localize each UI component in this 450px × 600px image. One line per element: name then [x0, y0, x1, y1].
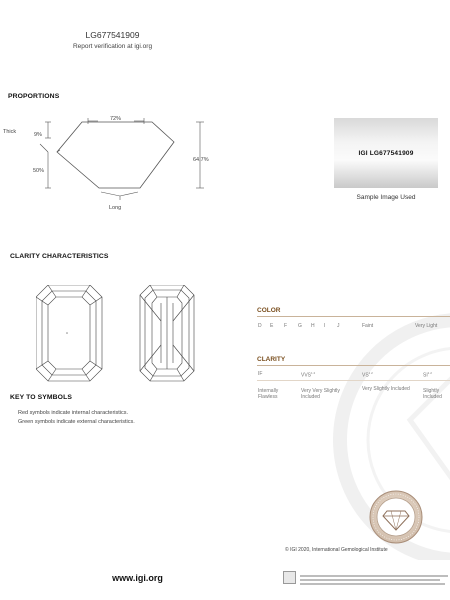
- sample-caption: Sample Image Used: [356, 194, 416, 201]
- color-grade-g: G: [298, 323, 302, 329]
- inclusion-mark: [66, 332, 68, 334]
- color-scale-title: COLOR: [257, 307, 281, 314]
- depth-percent: 64.7%: [193, 157, 209, 163]
- clarity-scale-rule: [257, 365, 450, 366]
- footer-logo-icon: [283, 571, 296, 584]
- clarity-scale-title: CLARITY: [257, 356, 286, 363]
- clarity-characteristics-title: CLARITY CHARACTERISTICS: [10, 253, 109, 260]
- red-symbols-note: Red symbols indicate internal characteristics.: [18, 410, 129, 416]
- color-grade-f: F: [284, 323, 288, 329]
- clarity-grade-si: $SI^{1 2}$: [423, 371, 432, 379]
- pavilion-view-diagram: [140, 285, 194, 381]
- proportions-diagram: [0, 108, 230, 218]
- clarity-desc-vvs: Very Very Slightly Included: [301, 388, 340, 400]
- color-grade-j: J: [337, 323, 340, 329]
- igi-inscription-icon: IGI: [358, 150, 368, 157]
- proportions-title: PROPORTIONS: [8, 93, 60, 100]
- clarity-divider: [257, 380, 450, 381]
- color-grade-i: I: [324, 323, 326, 329]
- website-link[interactable]: www.igi.org: [112, 573, 163, 583]
- igi-seal-icon: [369, 490, 423, 544]
- copyright-note: © IGI 2020, International Gemological Institute: [285, 547, 388, 553]
- clarity-plot-diagrams: [36, 285, 196, 383]
- color-grade-h: H: [311, 323, 315, 329]
- color-scale-rule: [257, 316, 450, 317]
- clarity-grade-vvs: $VVS^{1 2}$: [301, 371, 316, 379]
- clarity-grade-if: IF: [258, 371, 263, 377]
- color-grade-e: E: [270, 323, 274, 329]
- color-faint: Faint: [362, 323, 374, 329]
- crown-view-diagram: [36, 285, 102, 381]
- clarity-desc-vs: Very Slightly Included: [362, 386, 410, 392]
- table-percent: 72%: [110, 116, 122, 122]
- sample-photo: [334, 118, 438, 188]
- crown-percent: 9%: [34, 132, 42, 138]
- footer-fine-print: [300, 575, 450, 587]
- key-to-symbols-title: KEY TO SYMBOLS: [10, 394, 72, 401]
- report-verification: Report verification at igi.org: [72, 43, 153, 50]
- report-number: LG677541909: [85, 30, 140, 40]
- clarity-desc-if: Internally Flawless: [258, 388, 279, 400]
- color-very-light: Very Light: [415, 323, 438, 329]
- laser-inscription: IGI LG677541909: [358, 150, 414, 157]
- culet-label: Long: [109, 205, 122, 211]
- color-grade-d: D: [258, 323, 262, 329]
- clarity-desc-si: Slightly Included: [423, 388, 442, 400]
- green-symbols-note: Green symbols indicate external characteristics.: [18, 419, 135, 425]
- clarity-grade-vs: $VS^{1 2}$: [362, 371, 373, 379]
- pavilion-percent: 50%: [33, 168, 45, 174]
- girdle-label: Thick: [3, 129, 17, 135]
